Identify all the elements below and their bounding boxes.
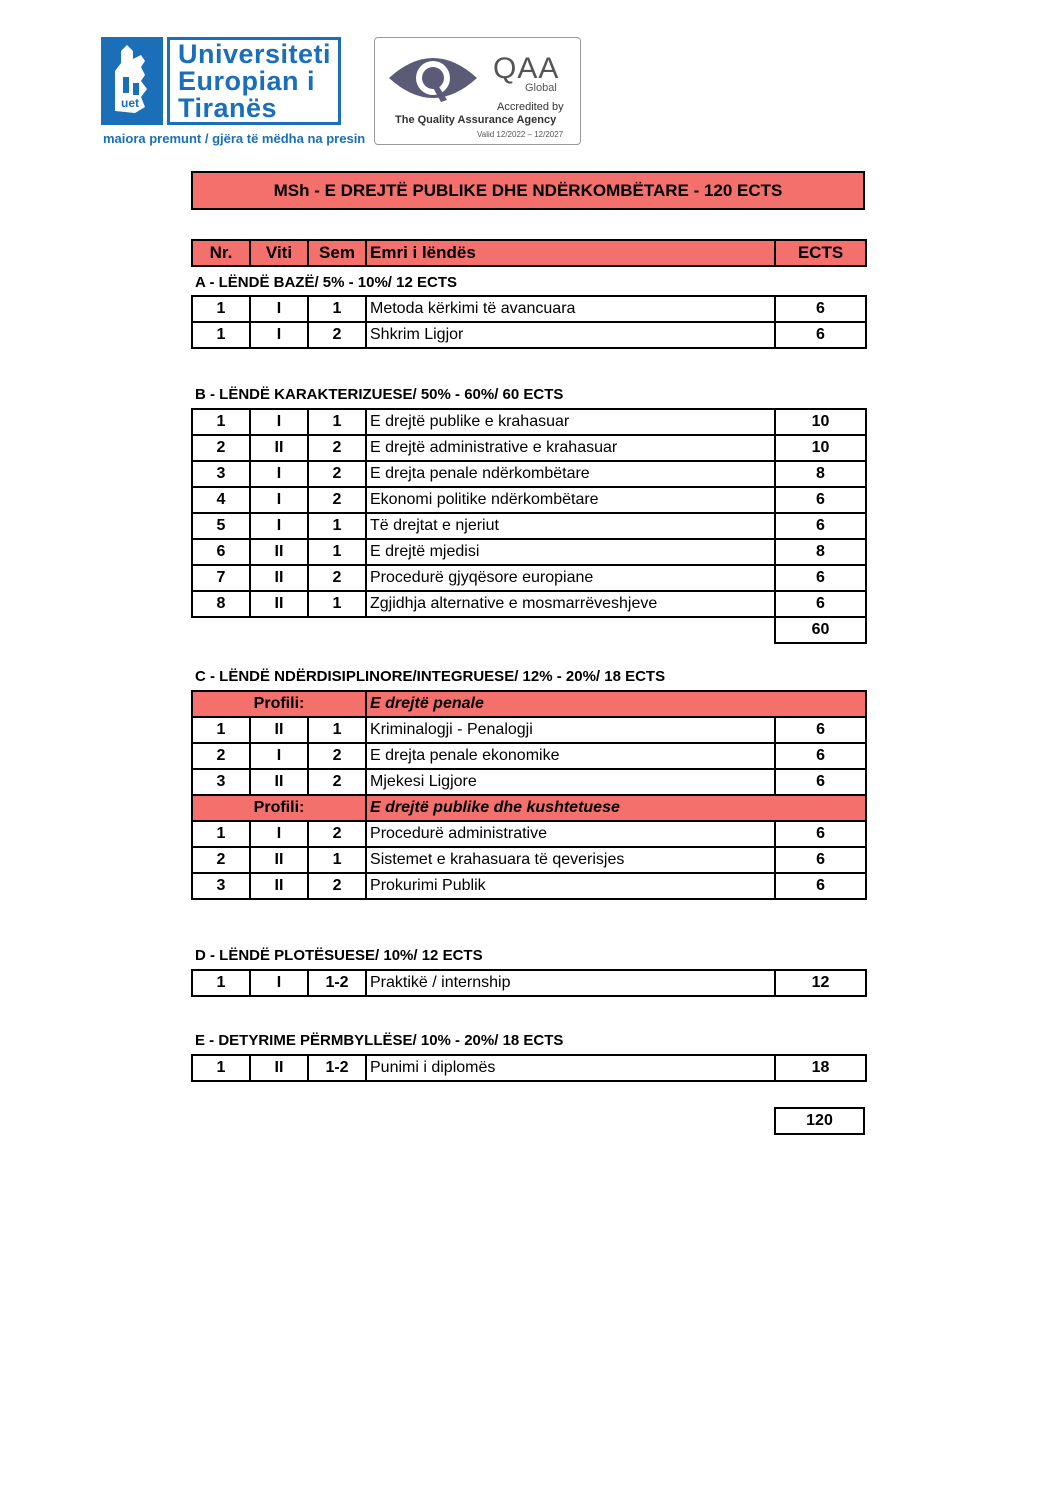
university-crest-icon (101, 37, 163, 125)
cell-name: Procedurë gjyqësore europiane (366, 565, 775, 591)
section-c-title: C - LËNDË NDËRDISIPLINORE/INTEGRUESE/ 12% - 20%/ 18 ECTS (195, 668, 666, 685)
cell-viti: I (250, 821, 308, 847)
cell-nr: 6 (192, 539, 250, 565)
cell-ects: 6 (775, 743, 866, 769)
table-row (192, 743, 866, 769)
cell-ects: 8 (775, 461, 866, 487)
cell-viti: I (250, 970, 308, 996)
table-row (192, 296, 866, 322)
cell-sem: 1 (308, 513, 366, 539)
cell-nr: 7 (192, 565, 250, 591)
cell-sem: 1-2 (308, 970, 366, 996)
col-ects-header: ECTS (775, 240, 866, 266)
section-e-table (191, 1054, 867, 1082)
cell-sem: 2 (308, 769, 366, 795)
cell-viti: II (250, 591, 308, 617)
cell-nr: 2 (192, 847, 250, 873)
cell-ects: 18 (775, 1055, 866, 1081)
section-b-title: B - LËNDË KARAKTERIZUESE/ 50% - 60%/ 60 ECTS (195, 386, 564, 403)
cell-viti: I (250, 322, 308, 348)
cell-nr: 1 (192, 821, 250, 847)
cell-sem: 2 (308, 565, 366, 591)
section-b-total: 60 (775, 617, 866, 643)
table-row (192, 435, 866, 461)
cell-name: E drejtë administrative e krahasuar (366, 435, 775, 461)
profile-label: Profili: (192, 795, 366, 821)
cell-viti: II (250, 717, 308, 743)
cell-name: Procedurë administrative (366, 821, 775, 847)
cell-name: Shkrim Ligjor (366, 322, 775, 348)
table-row (192, 513, 866, 539)
university-name-line-2: Europian i (178, 66, 316, 96)
cell-nr: 3 (192, 769, 250, 795)
cell-name: Metoda kërkimi të avancuara (366, 296, 775, 322)
section-a-table (191, 295, 867, 349)
col-sem-header: Sem (308, 240, 366, 266)
cell-sem: 2 (308, 743, 366, 769)
cell-sem: 2 (308, 487, 366, 513)
table-row (192, 322, 866, 348)
cell-nr: 2 (192, 743, 250, 769)
cell-ects: 6 (775, 513, 866, 539)
cell-name: E drejta penale ekonomike (366, 743, 775, 769)
cell-nr: 3 (192, 873, 250, 899)
cell-nr: 8 (192, 591, 250, 617)
qaa-accreditation-logo (374, 37, 581, 145)
profile-header-row (192, 795, 866, 821)
table-row (192, 970, 866, 996)
cell-sem: 1 (308, 539, 366, 565)
qaa-valid: Valid 12/2022 – 12/2027 (477, 130, 564, 139)
cell-ects: 6 (775, 847, 866, 873)
cell-nr: 3 (192, 461, 250, 487)
cell-ects: 10 (775, 435, 866, 461)
cell-sem: 1 (308, 409, 366, 435)
table-row (192, 821, 866, 847)
cell-sem: 2 (308, 435, 366, 461)
cell-nr: 5 (192, 513, 250, 539)
svg-text:uet: uet (121, 96, 139, 110)
cell-name: E drejtë publike e krahasuar (366, 409, 775, 435)
section-b-table (191, 408, 867, 644)
cell-viti: II (250, 1055, 308, 1081)
col-nr-header: Nr. (192, 240, 250, 266)
col-name-header: Emri i lëndës (366, 240, 775, 266)
profile-name: E drejtë publike dhe kushtetuese (366, 795, 866, 821)
cell-viti: II (250, 769, 308, 795)
cell-viti: II (250, 873, 308, 899)
table-header-row (192, 240, 866, 266)
qaa-agency: The Quality Assurance Agency (395, 114, 557, 126)
cell-ects: 6 (775, 769, 866, 795)
table-row (192, 769, 866, 795)
cell-viti: I (250, 487, 308, 513)
cell-sem: 1-2 (308, 1055, 366, 1081)
qaa-eye-icon (385, 46, 481, 110)
cell-nr: 1 (192, 1055, 250, 1081)
cell-name: E drejtë mjedisi (366, 539, 775, 565)
cell-sem: 2 (308, 873, 366, 899)
qaa-mark: QAA (493, 52, 560, 85)
program-title: MSh - E DREJTË PUBLIKE DHE NDËRKOMBËTARE - 120 ECTS (191, 171, 865, 210)
qaa-accredited: Accredited by (497, 101, 564, 113)
grand-total: 120 (774, 1107, 865, 1135)
university-name (167, 37, 341, 125)
cell-nr: 1 (192, 717, 250, 743)
cell-ects: 6 (775, 487, 866, 513)
university-motto: maiora premunt / gjëra të mëdha na presin (103, 131, 366, 146)
table-row (192, 461, 866, 487)
university-logo (101, 37, 366, 149)
cell-viti: II (250, 539, 308, 565)
cell-ects: 6 (775, 873, 866, 899)
cell-ects: 6 (775, 821, 866, 847)
cell-nr: 2 (192, 435, 250, 461)
cell-sem: 2 (308, 821, 366, 847)
university-name-line-1: Universiteti (178, 39, 332, 69)
cell-viti: II (250, 435, 308, 461)
cell-ects: 6 (775, 591, 866, 617)
section-a-title: A - LËNDË BAZË/ 5% - 10%/ 12 ECTS (195, 274, 458, 291)
profile-name: E drejtë penale (366, 691, 866, 717)
table-row (192, 717, 866, 743)
cell-sem: 2 (308, 461, 366, 487)
cell-viti: I (250, 513, 308, 539)
cell-sem: 1 (308, 591, 366, 617)
section-c-table (191, 690, 867, 900)
cell-ects: 10 (775, 409, 866, 435)
cell-sem: 1 (308, 296, 366, 322)
cell-viti: II (250, 565, 308, 591)
cell-sem: 1 (308, 847, 366, 873)
cell-name: Kriminalogji - Penalogji (366, 717, 775, 743)
cell-ects: 6 (775, 322, 866, 348)
col-viti-header: Viti (250, 240, 308, 266)
qaa-sub: Global (525, 82, 557, 94)
cell-ects: 12 (775, 970, 866, 996)
section-e-title: E - DETYRIME PËRMBYLLËSE/ 10% - 20%/ 18 ECTS (195, 1032, 564, 1049)
cell-nr: 1 (192, 322, 250, 348)
section-b-total-row (192, 617, 866, 643)
cell-sem: 1 (308, 717, 366, 743)
cell-nr: 1 (192, 296, 250, 322)
cell-name: Punimi i diplomës (366, 1055, 775, 1081)
profile-header-row (192, 691, 866, 717)
cell-nr: 4 (192, 487, 250, 513)
cell-ects: 8 (775, 539, 866, 565)
cell-viti: I (250, 461, 308, 487)
table-row (192, 565, 866, 591)
cell-name: E drejta penale ndërkombëtare (366, 461, 775, 487)
profile-label: Profili: (192, 691, 366, 717)
table-row (192, 847, 866, 873)
table-row (192, 539, 866, 565)
table-row (192, 487, 866, 513)
cell-ects: 6 (775, 296, 866, 322)
cell-name: Zgjidhja alternative e mosmarrëveshjeve (366, 591, 775, 617)
cell-sem: 2 (308, 322, 366, 348)
cell-ects: 6 (775, 565, 866, 591)
cell-name: Mjekesi Ligjore (366, 769, 775, 795)
cell-viti: I (250, 743, 308, 769)
cell-name: Ekonomi politike ndërkombëtare (366, 487, 775, 513)
university-name-line-3: Tiranës (178, 93, 278, 123)
cell-name: Sistemet e krahasuara të qeverisjes (366, 847, 775, 873)
cell-name: Të drejtat e njeriut (366, 513, 775, 539)
table-row (192, 409, 866, 435)
cell-viti: I (250, 296, 308, 322)
cell-nr: 1 (192, 409, 250, 435)
header-table (191, 239, 867, 267)
cell-nr: 1 (192, 970, 250, 996)
cell-viti: II (250, 847, 308, 873)
table-row (192, 591, 866, 617)
cell-ects: 6 (775, 717, 866, 743)
cell-name: Praktikë / internship (366, 970, 775, 996)
cell-name: Prokurimi Publik (366, 873, 775, 899)
cell-viti: I (250, 409, 308, 435)
table-row (192, 873, 866, 899)
section-d-table (191, 969, 867, 997)
section-d-title: D - LËNDË PLOTËSUESE/ 10%/ 12 ECTS (195, 947, 483, 964)
table-row (192, 1055, 866, 1081)
